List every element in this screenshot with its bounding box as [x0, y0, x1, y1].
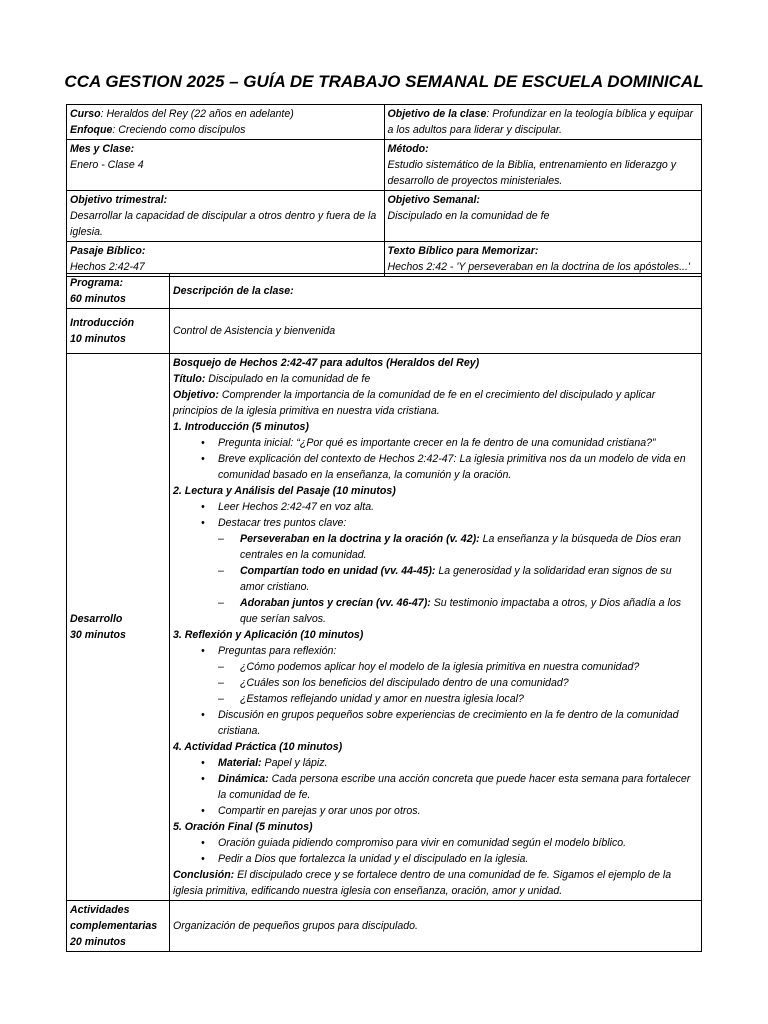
programa-cell [67, 274, 170, 309]
outline-cell [170, 354, 702, 901]
list-item-text: Pregunta inicial: “¿Por qué es importante crecer en la fe dentro de una comunidad cristiana?” [218, 437, 656, 449]
bullet-icon: • [201, 805, 205, 817]
header-row [67, 105, 702, 140]
list-item-text: Preguntas para reflexión: [218, 645, 337, 657]
intro-label: Introducción [70, 317, 135, 329]
dash-icon: – [218, 661, 224, 673]
list-item-text: Destacar tres puntos clave: [218, 517, 347, 529]
dash-icon: – [218, 565, 224, 577]
point-bold: Compartían todo en unidad (vv. 44-45): [240, 565, 436, 577]
list-item [173, 851, 698, 867]
bullet-icon: • [201, 517, 205, 529]
document-title: CCA GESTION 2025 – GUÍA DE TRABAJO SEMANAL DE ESCUELA DOMINICAL [64, 72, 704, 91]
bullet-icon: • [201, 853, 205, 865]
pasaje-cell [67, 242, 385, 277]
section-heading: 3. Reflexión y Aplicación (10 minutos) [173, 629, 364, 641]
curso-value: : Heraldos del Rey (22 años en adelante) [100, 108, 294, 120]
list-item [173, 451, 698, 483]
mes-value: Enero - Clase 4 [70, 159, 144, 171]
bullet-list [173, 499, 698, 627]
list-item [173, 435, 698, 451]
desarrollo-time: 30 minutos [70, 629, 126, 641]
objetivo-value: Comprender la importancia de la comunidad de fe en el crecimiento del discipulado y aplicar principios de la iglesia primitiva en nuestra vida cristiana. [173, 389, 656, 417]
dash-icon: – [218, 677, 224, 689]
titulo-label: Título: [173, 373, 206, 385]
metodo-label: Método: [387, 143, 429, 155]
outline-heading: Bosquejo de Hechos 2:42-47 para adultos (Heraldos del Rey) [173, 357, 480, 369]
list-item-text: Leer Hechos 2:42-47 en voz alta. [218, 501, 375, 513]
programa-time: 60 minutos [70, 293, 126, 305]
program-header-row [67, 274, 702, 309]
trimestral-label: Objetivo trimestral: [70, 194, 168, 206]
section-heading: 2. Lectura y Análisis del Pasaje (10 minutos) [173, 485, 396, 497]
bullet-icon: • [201, 453, 205, 465]
objetivo-label: Objetivo: [173, 389, 219, 401]
point-bold: Perseveraban en la doctrina y la oración (v. 42): [240, 533, 480, 545]
actividades-desc-cell [170, 901, 702, 952]
list-item-text: Breve explicación del contexto de Hechos 2:42-47: La iglesia primitiva nos da un modelo de vida en comunidad basado en la enseñanza, la comunión y la oración. [218, 453, 686, 481]
semanal-label: Objetivo Semanal: [387, 194, 480, 206]
point-text: La generosidad y la solidaridad eran signos de su amor cristiano. [240, 565, 672, 593]
list-item [173, 835, 698, 851]
sub-list-item [173, 531, 698, 563]
trimestral-value: Desarrollar la capacidad de discipular a otros dentro y fuera de la iglesia. [70, 210, 377, 238]
point-text: Su testimonio impactaba a otros, y Dios añadía a los que serían salvos. [240, 597, 682, 625]
bullet-icon: • [201, 437, 205, 449]
actividades-desc: Organización de pequeños grupos para discipulado. [173, 920, 419, 932]
semanal-value: Discipulado en la comunidad de fe [387, 210, 550, 222]
section-heading: 5. Oración Final (5 minutos) [173, 821, 313, 833]
curso-cell [67, 105, 385, 140]
list-item [173, 707, 698, 739]
desarrollo-label-cell [67, 354, 170, 901]
bullet-list [173, 643, 698, 739]
dash-icon: – [218, 597, 224, 609]
sub-list-item [173, 659, 698, 675]
list-item [173, 499, 698, 515]
actividades-time: 20 minutos [70, 936, 126, 948]
conclusion-label: Conclusión: [173, 869, 235, 881]
conclusion-value: El discipulado crece y se fortalece dentro de una comunidad de fe. Sigamos el ejemplo de la iglesia primitiva, edificando nuestra iglesia con enseñanza, oración, amor y unidad. [173, 869, 672, 897]
mes-label: Mes y Clase: [70, 143, 135, 155]
material-value: Papel y lápiz. [261, 757, 328, 769]
intro-desc: Control de Asistencia y bienvenida [173, 325, 336, 337]
list-item-text: Oración guiada pidiendo compromiso para vivir en comunidad según el modelo bíblico. [218, 837, 627, 849]
programa-label: Programa: [70, 277, 123, 289]
list-item [173, 771, 698, 803]
list-item-text: Pedir a Dios que fortalezca la unidad y el discipulado en la iglesia. [218, 853, 529, 865]
program-table [66, 273, 702, 952]
bullet-list [173, 755, 698, 819]
objetivo-clase-label: Objetivo de la clase [387, 108, 487, 120]
enfoque-value: : Creciendo como discípulos [112, 124, 246, 136]
objetivo-clase-cell [384, 105, 702, 140]
header-row [67, 191, 702, 242]
header-table [66, 104, 702, 277]
mes-cell [67, 140, 385, 191]
pasaje-label: Pasaje Bíblico: [70, 245, 146, 257]
intro-row [67, 309, 702, 354]
bullet-icon: • [201, 837, 205, 849]
memorizar-cell [384, 242, 702, 277]
sub-list-item [173, 675, 698, 691]
question-text: ¿Cómo podemos aplicar hoy el modelo de la iglesia primitiva en nuestra comunidad? [240, 661, 640, 673]
dash-icon: – [218, 533, 224, 545]
sub-list-item [173, 563, 698, 595]
header-row [67, 140, 702, 191]
trimestral-cell [67, 191, 385, 242]
material-label: Material: [218, 757, 262, 769]
metodo-value: Estudio sistemático de la Biblia, entrenamiento en liderazgo y desarrollo de proyectos ministeriales. [387, 159, 677, 187]
actividades-label-cell [67, 901, 170, 952]
bullet-icon: • [201, 501, 205, 513]
pasaje-value: Hechos 2:42-47 [70, 261, 145, 273]
dinamica-label: Dinámica: [218, 773, 269, 785]
point-bold: Adoraban juntos y crecían (vv. 46-47): [240, 597, 431, 609]
bullet-list [173, 835, 698, 867]
bullet-list [173, 435, 698, 483]
descripcion-label: Descripción de la clase: [173, 285, 294, 297]
objetivo-clase-value: : Profundizar en la teología bíblica y equipar a los adultos para liderar y discipular. [387, 108, 694, 136]
actividades-row [67, 901, 702, 952]
question-text: ¿Estamos reflejando unidad y amor en nuestra iglesia local? [240, 693, 524, 705]
titulo-value: Discipulado en la comunidad de fe [205, 373, 371, 385]
bullet-icon: • [201, 645, 205, 657]
enfoque-label: Enfoque [70, 124, 113, 136]
list-item [173, 643, 698, 659]
question-text: ¿Cuáles son los beneficios del discipulado dentro de una comunidad? [240, 677, 569, 689]
point-text: La enseñanza y la búsqueda de Dios eran centrales en la comunidad. [240, 533, 682, 561]
descripcion-cell [170, 274, 702, 309]
bullet-icon: • [201, 773, 205, 785]
intro-desc-cell [170, 309, 702, 354]
list-item-text: Discusión en grupos pequeños sobre experiencias de crecimiento en la fe dentro de la comunidad cristiana. [218, 709, 679, 737]
intro-time: 10 minutos [70, 333, 126, 345]
desarrollo-label: Desarrollo [70, 613, 123, 625]
semanal-cell [384, 191, 702, 242]
list-item [173, 515, 698, 531]
list-item-text: Compartir en parejas y orar unos por otros. [218, 805, 421, 817]
desarrollo-row [67, 354, 702, 901]
memorizar-label: Texto Bíblico para Memorizar: [387, 245, 539, 257]
dinamica-value: Cada persona escribe una acción concreta que puede hacer esta semana para fortalecer la comunidad de fe. [218, 773, 691, 801]
section-heading: 1. Introducción (5 minutos) [173, 421, 309, 433]
sub-list-item [173, 691, 698, 707]
actividades-label: Actividades complementarias [70, 904, 158, 932]
header-row [67, 242, 702, 277]
sub-list-item [173, 595, 698, 627]
section-heading: 4. Actividad Práctica (10 minutos) [173, 741, 343, 753]
metodo-cell [384, 140, 702, 191]
bullet-icon: • [201, 709, 205, 721]
dash-icon: – [218, 693, 224, 705]
memorizar-value: Hechos 2:42 - 'Y perseveraban en la doctrina de los apóstoles...' [387, 261, 690, 273]
curso-label: Curso [70, 108, 101, 120]
bullet-icon: • [201, 757, 205, 769]
list-item [173, 803, 698, 819]
list-item [173, 755, 698, 771]
intro-label-cell [67, 309, 170, 354]
